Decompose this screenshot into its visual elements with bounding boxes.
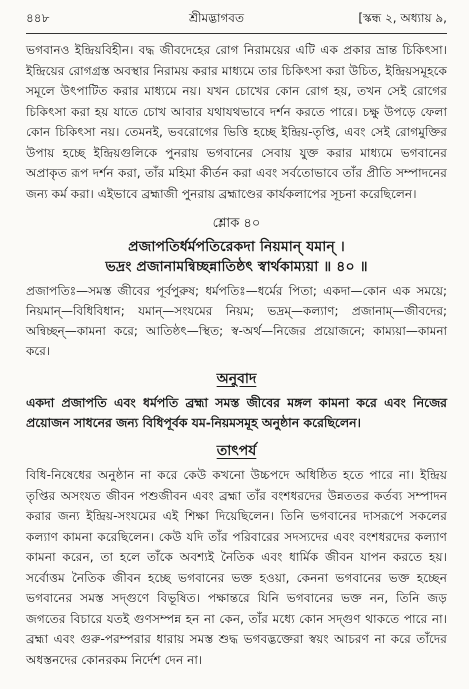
- page-header: [26, 10, 447, 30]
- verse-title: শ্লোক ৪০: [212, 216, 261, 231]
- word-meanings: প্রজাপতিঃ—সমস্ত জীবের পূর্বপুরুষ; ধর্মপতিঃ—ধর্মের পিতা; একদা—কোন এক সময়ে; নিয়মান্—বিধিবিধান; যমান্—সংযমের নিয়ম; ভদ্রম্—কল্যাণ; প্রজানাম্—জীবদের; অন্বিচ্ছন্—কামনা করে; আতিষ্ঠৎ—স্থিত; স্ব-অর্থ—নিজের প্রয়োজনে; কাম্যয়া—কামনা করে।: [26, 284, 447, 358]
- page-number: ৪৪৮: [26, 11, 50, 25]
- intro-paragraph: ভগবানও ইন্দ্রিয়বিহীন। বদ্ধ জীবদেহের রোগ নিরাময়ের এটি এক প্রকার ভ্রান্ত চিকিৎসা। ইন্দ্রিয়ের রোগগ্রস্ত অবস্থার নিরাময় করার মাধ্যমে তার চিকিৎসা করা উচিত, ইন্দ্রিয়সমূহকে সমূলে উৎপাটিত করার মাধ্যমে নয়। যখন চোখের কোন রোগ হয়, তখন সেই রোগের চিকিৎসা করা হয় যাতে চোখ আবার যথাযথভাবে দর্শন করতে পারে। চক্ষু উপড়ে ফেলা কোন চিকিৎসা নয়। তেমনই, ভবরোগের ভিত্তি হচ্ছে ইন্দ্রিয়-তৃপ্তি, এবং সেই রোগমুক্তির উপায় হচ্ছে ইন্দ্রিয়গুলিকে পুনরায় ভগবানের সেবায় যুক্ত করার মাধ্যমে ভগবানের অপ্রাকৃত রূপ দর্শন করা, তাঁর মহিমা কীর্তন করা এবং সর্বতোভাবে তাঁর প্রীতি সম্পাদনের জন্য কর্ম করা। এইভাবে ব্রহ্মাজী পুনরায় ব্রহ্মাণ্ডের কার্যকলাপের সূচনা করেছিলেন।: [26, 43, 447, 201]
- translation-text: একদা প্রজাপতি এবং ধর্মপতি ব্রহ্মা সমস্ত জীবের মঙ্গল কামনা করে এবং নিজের প্রয়োজন সাধনের জন্য বিধিপূর্বক যম-নিয়মসমূহ অনুষ্ঠান করেছিলেন।: [26, 395, 447, 430]
- book-title: শ্রীমদ্ভাগবত: [188, 11, 244, 25]
- verse-line-2: ভদ্রং প্রজানামন্বিচ্ছন্নাতিষ্ঠৎ স্বার্থকাম্যয়া ॥ ৪০ ॥: [105, 259, 368, 275]
- header-rule: [26, 33, 447, 34]
- translation-heading: অনুবাদ: [216, 371, 257, 387]
- section-reference: [স্কন্ধ ২, অধ্যায় ৯,: [358, 11, 447, 25]
- purport-text: বিধি-নিষেধের অনুষ্ঠান না করে কেউ কখনো উচ্চপদে অধিষ্ঠিত হতে পারে না। ইন্দ্রিয় তৃপ্তির অসংযত জীবন পশুজীবন এবং ব্রহ্মা তাঁর বংশধরদের উন্নততর কর্তব্য সম্পাদন করার জন্য ইন্দ্রিয়-সংযমের এই শিক্ষা দিয়েছিলেন। তিনি ভগবানের দাসরূপে সকলের কল্যাণ কামনা করেছিলেন। কেউ যদি তাঁর পরিবারের সদস্যদের এবং বংশধরদের কল্যাণ কামনা করেন, তা হলে তাঁকে অবশ্যই নৈতিক এবং ধার্মিক জীবন যাপন করতে হয়। সর্বোত্তম নৈতিক জীবন হচ্ছে ভগবানের ভক্ত হওয়া, কেননা ভগবানের ভক্ত হচ্ছেন ভগবানের সমস্ত সদ্‌গুণে বিভূষিত। পক্ষান্তরে যিনি ভগবানের ভক্ত নন, তিনি জড় জগতের বিচারে যতই গুণসম্পন্ন হন না কেন, তাঁর মধ্যে কোন সদ্‌গুণ থাকতে পারে না। ব্রহ্মা এবং গুরু-পরম্পরার ধারায় সমস্ত শুদ্ধ ভগবদ্ভক্তেরা স্বয়ং আচরণ না করে তাঁদের অধস্তনদের কোনরকম নির্দেশ দেন না।: [26, 468, 447, 667]
- purport-heading: তাৎপর্য: [216, 443, 257, 459]
- verse-line-1: প্রজাপতির্ধর্মপতিরেকদা নিয়মান্ যমান্ ।: [128, 239, 345, 255]
